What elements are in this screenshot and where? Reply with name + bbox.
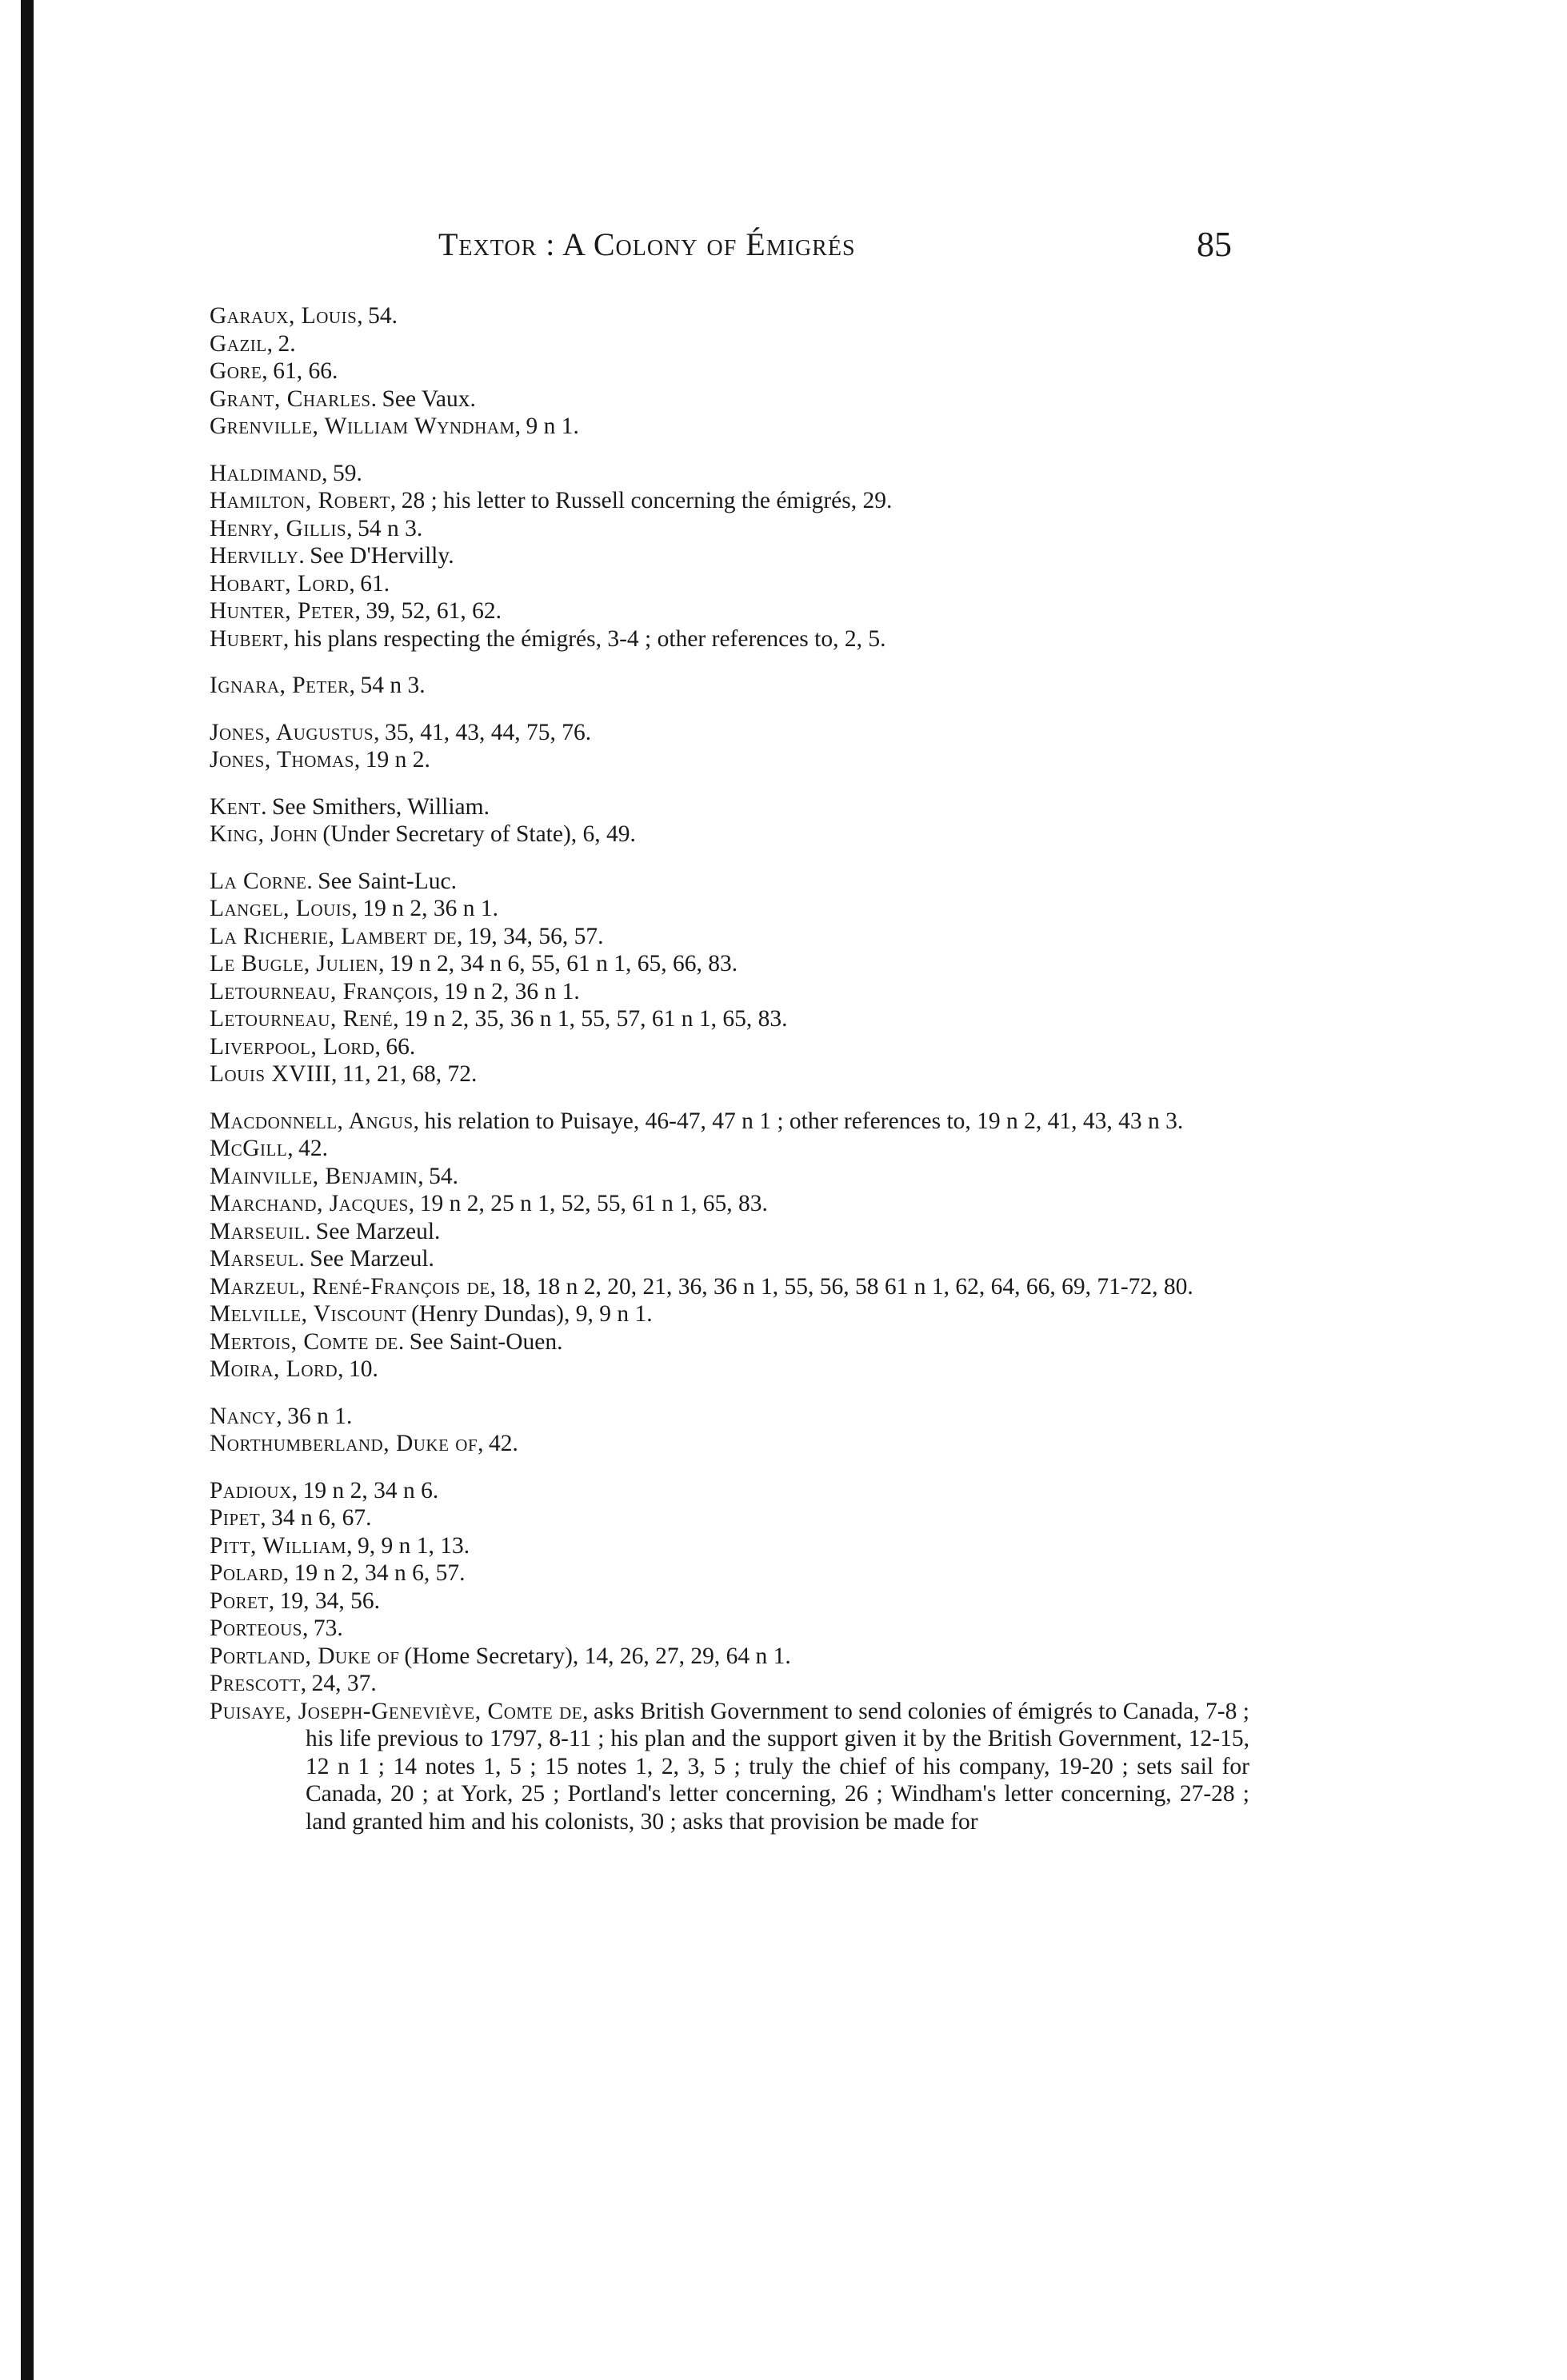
index-entry bbox=[210, 1615, 1249, 1643]
index-entry bbox=[210, 1273, 1249, 1301]
index-entry bbox=[210, 1698, 1249, 1836]
entry-heading: Northumberland, Duke of, bbox=[210, 1431, 485, 1456]
entry-heading: Pipet, bbox=[210, 1505, 267, 1531]
entry-references: 19 n 2, 36 n 1. bbox=[444, 978, 580, 1004]
entry-references: 19 n 2, 36 n 1. bbox=[362, 896, 498, 921]
entry-references: 9, 9 n 1, 13. bbox=[357, 1532, 470, 1559]
entry-references: 19, 34, 56, 57. bbox=[467, 923, 604, 949]
entry-heading: La Corne. bbox=[210, 868, 314, 894]
index-entry bbox=[210, 1559, 1249, 1587]
entry-references: 19 n 2, 35, 36 n 1, 55, 57, 61 n 1, 65, 83. bbox=[404, 1006, 788, 1032]
entry-heading: Puisaye, Joseph-Geneviève, Comte de, bbox=[210, 1698, 590, 1724]
entry-references: 11, 21, 68, 72. bbox=[342, 1061, 478, 1087]
entry-references: See D'Hervilly. bbox=[310, 543, 454, 569]
entry-heading: Poret, bbox=[210, 1587, 275, 1614]
entry-heading: Polard, bbox=[210, 1560, 290, 1586]
index-entry bbox=[210, 1005, 1249, 1033]
index-entry bbox=[210, 1060, 1249, 1088]
index-entry bbox=[210, 542, 1249, 570]
entry-references: 24, 37. bbox=[311, 1671, 377, 1696]
index-entry bbox=[210, 302, 1249, 330]
entry-heading: Marzeul, René-François de, bbox=[210, 1273, 497, 1300]
index-letter-group bbox=[210, 1108, 1249, 1384]
entry-heading: Hervilly. bbox=[210, 543, 306, 569]
index-entry bbox=[210, 487, 1249, 515]
entry-heading: King, John bbox=[210, 821, 318, 847]
entry-references: 19 n 2, 34 n 6. bbox=[302, 1477, 439, 1503]
index-entry bbox=[210, 1403, 1249, 1431]
entry-references: 10. bbox=[349, 1356, 378, 1382]
entry-references: 54 n 3. bbox=[358, 515, 423, 541]
entry-references: 19, 34, 56. bbox=[279, 1587, 380, 1614]
index-entry bbox=[210, 1135, 1249, 1163]
entry-heading: Mertois, Comte de. bbox=[210, 1328, 405, 1355]
entry-heading: Jones, Augustus, bbox=[210, 719, 380, 745]
index-entry bbox=[210, 625, 1249, 653]
binding-edge bbox=[21, 0, 34, 2380]
entry-heading: Marseul. bbox=[210, 1246, 306, 1272]
entry-heading: Letourneau, René, bbox=[210, 1006, 400, 1032]
page-number: 85 bbox=[1197, 225, 1232, 264]
entry-heading: Hubert, bbox=[210, 625, 290, 652]
entry-heading: Louis XVIII, bbox=[210, 1061, 338, 1087]
index-entry bbox=[210, 923, 1249, 951]
entry-heading: Liverpool, Lord, bbox=[210, 1033, 382, 1060]
entry-heading: Garaux, Louis, bbox=[210, 303, 364, 329]
entry-heading: Hunter, Peter, bbox=[210, 598, 362, 624]
index-entry bbox=[210, 950, 1249, 978]
entry-heading: Ignara, Peter, bbox=[210, 673, 356, 698]
entry-references: his plans respecting the émigrés, 3-4 ; other references to, 2, 5. bbox=[294, 625, 886, 652]
entry-references: See Saint-Ouen. bbox=[409, 1328, 563, 1355]
entry-heading: Melville, Viscount bbox=[210, 1301, 407, 1327]
entry-references: 19 n 2, 34 n 6, 55, 61 n 1, 65, 66, 83. bbox=[389, 951, 738, 976]
index-entry bbox=[210, 1477, 1249, 1505]
entry-references: 42. bbox=[489, 1431, 518, 1456]
entry-references: 54. bbox=[368, 303, 398, 329]
index-entry bbox=[210, 1245, 1249, 1273]
entry-heading: Gore, bbox=[210, 358, 269, 384]
entry-heading: Macdonnell, Angus, bbox=[210, 1108, 420, 1134]
entry-references: 42. bbox=[298, 1136, 328, 1161]
entry-heading: Marchand, Jacques, bbox=[210, 1191, 415, 1216]
index-entry bbox=[210, 1430, 1249, 1458]
entry-references: (Home Secretary), 14, 26, 27, 29, 64 n 1. bbox=[404, 1643, 791, 1669]
index-letter-group bbox=[210, 302, 1249, 441]
entry-heading: Hamilton, Robert, bbox=[210, 488, 397, 513]
index-letter-group bbox=[210, 719, 1249, 774]
entry-heading: Haldimand, bbox=[210, 460, 328, 486]
index-entry bbox=[210, 1670, 1249, 1698]
entry-heading: Portland, Duke of bbox=[210, 1643, 400, 1669]
index-entry bbox=[210, 719, 1249, 747]
entry-references: 28 ; his letter to Russell concerning the émigrés, 29. bbox=[401, 488, 893, 513]
entry-references: See Vaux. bbox=[382, 385, 476, 412]
entry-heading: Grenville, William Wyndham, bbox=[210, 413, 522, 439]
entry-heading: Hobart, Lord, bbox=[210, 570, 356, 597]
index-entry bbox=[210, 385, 1249, 413]
index-entry bbox=[210, 978, 1249, 1006]
index-letter-group bbox=[210, 460, 1249, 653]
index-letter-group bbox=[210, 1477, 1249, 1836]
entry-heading: Grant, Charles. bbox=[210, 385, 378, 412]
entry-references: 73. bbox=[313, 1615, 343, 1641]
index-entry bbox=[210, 515, 1249, 543]
index-entry bbox=[210, 1300, 1249, 1328]
index-entry bbox=[210, 1328, 1249, 1356]
entry-references: See Smithers, William. bbox=[272, 793, 490, 820]
index-entry bbox=[210, 597, 1249, 625]
index-entry bbox=[210, 1190, 1249, 1218]
index-letter-group bbox=[210, 793, 1249, 849]
entry-heading: Padioux, bbox=[210, 1477, 298, 1503]
entry-heading: Gazil, bbox=[210, 330, 274, 357]
entry-heading: Prescott, bbox=[210, 1671, 307, 1696]
index-entry bbox=[210, 330, 1249, 358]
entry-heading: Pitt, William, bbox=[210, 1532, 353, 1559]
entry-references: See Marzeul. bbox=[310, 1246, 434, 1272]
index-entry bbox=[210, 1587, 1249, 1615]
entry-heading: Jones, Thomas, bbox=[210, 747, 361, 773]
entry-references: 19 n 2, 34 n 6, 57. bbox=[294, 1560, 466, 1586]
entry-heading: Moira, Lord, bbox=[210, 1356, 345, 1382]
index-letter-group bbox=[210, 1403, 1249, 1458]
entry-references: 66. bbox=[386, 1033, 416, 1060]
index-entry bbox=[210, 1108, 1249, 1136]
entry-heading: La Richerie, Lambert de, bbox=[210, 923, 463, 949]
entry-heading: Mainville, Benjamin, bbox=[210, 1163, 425, 1189]
entry-references: See Marzeul. bbox=[315, 1218, 441, 1244]
page-header bbox=[206, 226, 1232, 274]
entry-references: 18, 18 n 2, 20, 21, 36, 36 n 1, 55, 56, 58 61 n 1, 62, 64, 66, 69, 71-72, 80. bbox=[501, 1273, 1193, 1300]
running-title: Textor : A Colony of Émigrés bbox=[438, 226, 856, 262]
entry-heading: Le Bugle, Julien, bbox=[210, 951, 385, 976]
entry-references: 39, 52, 61, 62. bbox=[366, 598, 502, 624]
entry-references: 59. bbox=[333, 460, 362, 486]
entry-heading: McGill, bbox=[210, 1136, 294, 1161]
index-entry bbox=[210, 570, 1249, 598]
entry-references: 35, 41, 43, 44, 75, 76. bbox=[384, 719, 592, 745]
entry-heading: Langel, Louis, bbox=[210, 896, 358, 921]
index-entry bbox=[210, 746, 1249, 774]
index-letter-group bbox=[210, 672, 1249, 700]
index-entry bbox=[210, 460, 1249, 488]
entry-references: (Under Secretary of State), 6, 49. bbox=[322, 821, 636, 847]
entry-heading: Porteous, bbox=[210, 1615, 309, 1641]
entry-heading: Nancy, bbox=[210, 1403, 283, 1429]
index-entry bbox=[210, 1033, 1249, 1061]
index-body bbox=[210, 302, 1249, 1855]
index-entry bbox=[210, 1218, 1249, 1246]
entry-heading: Kent. bbox=[210, 793, 267, 820]
entry-heading: Marseuil. bbox=[210, 1218, 311, 1244]
index-entry bbox=[210, 1643, 1249, 1671]
entry-references: 9 n 1. bbox=[526, 413, 579, 439]
index-entry bbox=[210, 1163, 1249, 1191]
entry-references: (Henry Dundas), 9, 9 n 1. bbox=[411, 1301, 653, 1327]
entry-heading: Letourneau, François, bbox=[210, 978, 440, 1004]
entry-heading: Henry, Gillis, bbox=[210, 515, 354, 541]
entry-references: 19 n 2. bbox=[365, 747, 430, 773]
entry-references: asks British Government to send colonies of émigrés to Canada, 7-8 ; his life previous to 1797, 8-11 ; his plan and the support given it by the British Government, 12-15, 12 n 1 ; 14 notes 1, 5 ; 15 notes 1, 2, 3, 5 ; truly the chief of his company, 19-20 ; sets sail for Canada, 20 ; at York, 25 ; Portland's letter concerning, 26 ; Windham's letter concerning, 27-28 ; land granted him and his colonists, 30 ; asks that provision be made for bbox=[306, 1698, 1249, 1835]
entry-references: 36 n 1. bbox=[287, 1403, 353, 1429]
index-letter-group bbox=[210, 868, 1249, 1088]
entry-references: 2. bbox=[278, 330, 296, 357]
entry-references: 61. bbox=[360, 570, 390, 597]
entry-references: See Saint-Luc. bbox=[318, 868, 457, 894]
index-entry bbox=[210, 821, 1249, 849]
index-entry bbox=[210, 1532, 1249, 1560]
index-entry bbox=[210, 1356, 1249, 1384]
index-entry bbox=[210, 672, 1249, 700]
entry-references: 19 n 2, 25 n 1, 52, 55, 61 n 1, 65, 83. bbox=[419, 1191, 768, 1216]
index-entry bbox=[210, 895, 1249, 923]
entry-references: 54 n 3. bbox=[360, 673, 426, 698]
index-entry bbox=[210, 413, 1249, 441]
entry-references: his relation to Puisaye, 46-47, 47 n 1 ; other references to, 19 n 2, 41, 43, 43 n 3. bbox=[424, 1108, 1184, 1134]
entry-references: 34 n 6, 67. bbox=[271, 1505, 372, 1531]
entry-references: 61, 66. bbox=[273, 358, 338, 384]
index-entry bbox=[210, 793, 1249, 821]
index-entry bbox=[210, 868, 1249, 896]
index-entry bbox=[210, 357, 1249, 385]
entry-references: 54. bbox=[429, 1163, 459, 1189]
index-entry bbox=[210, 1504, 1249, 1532]
